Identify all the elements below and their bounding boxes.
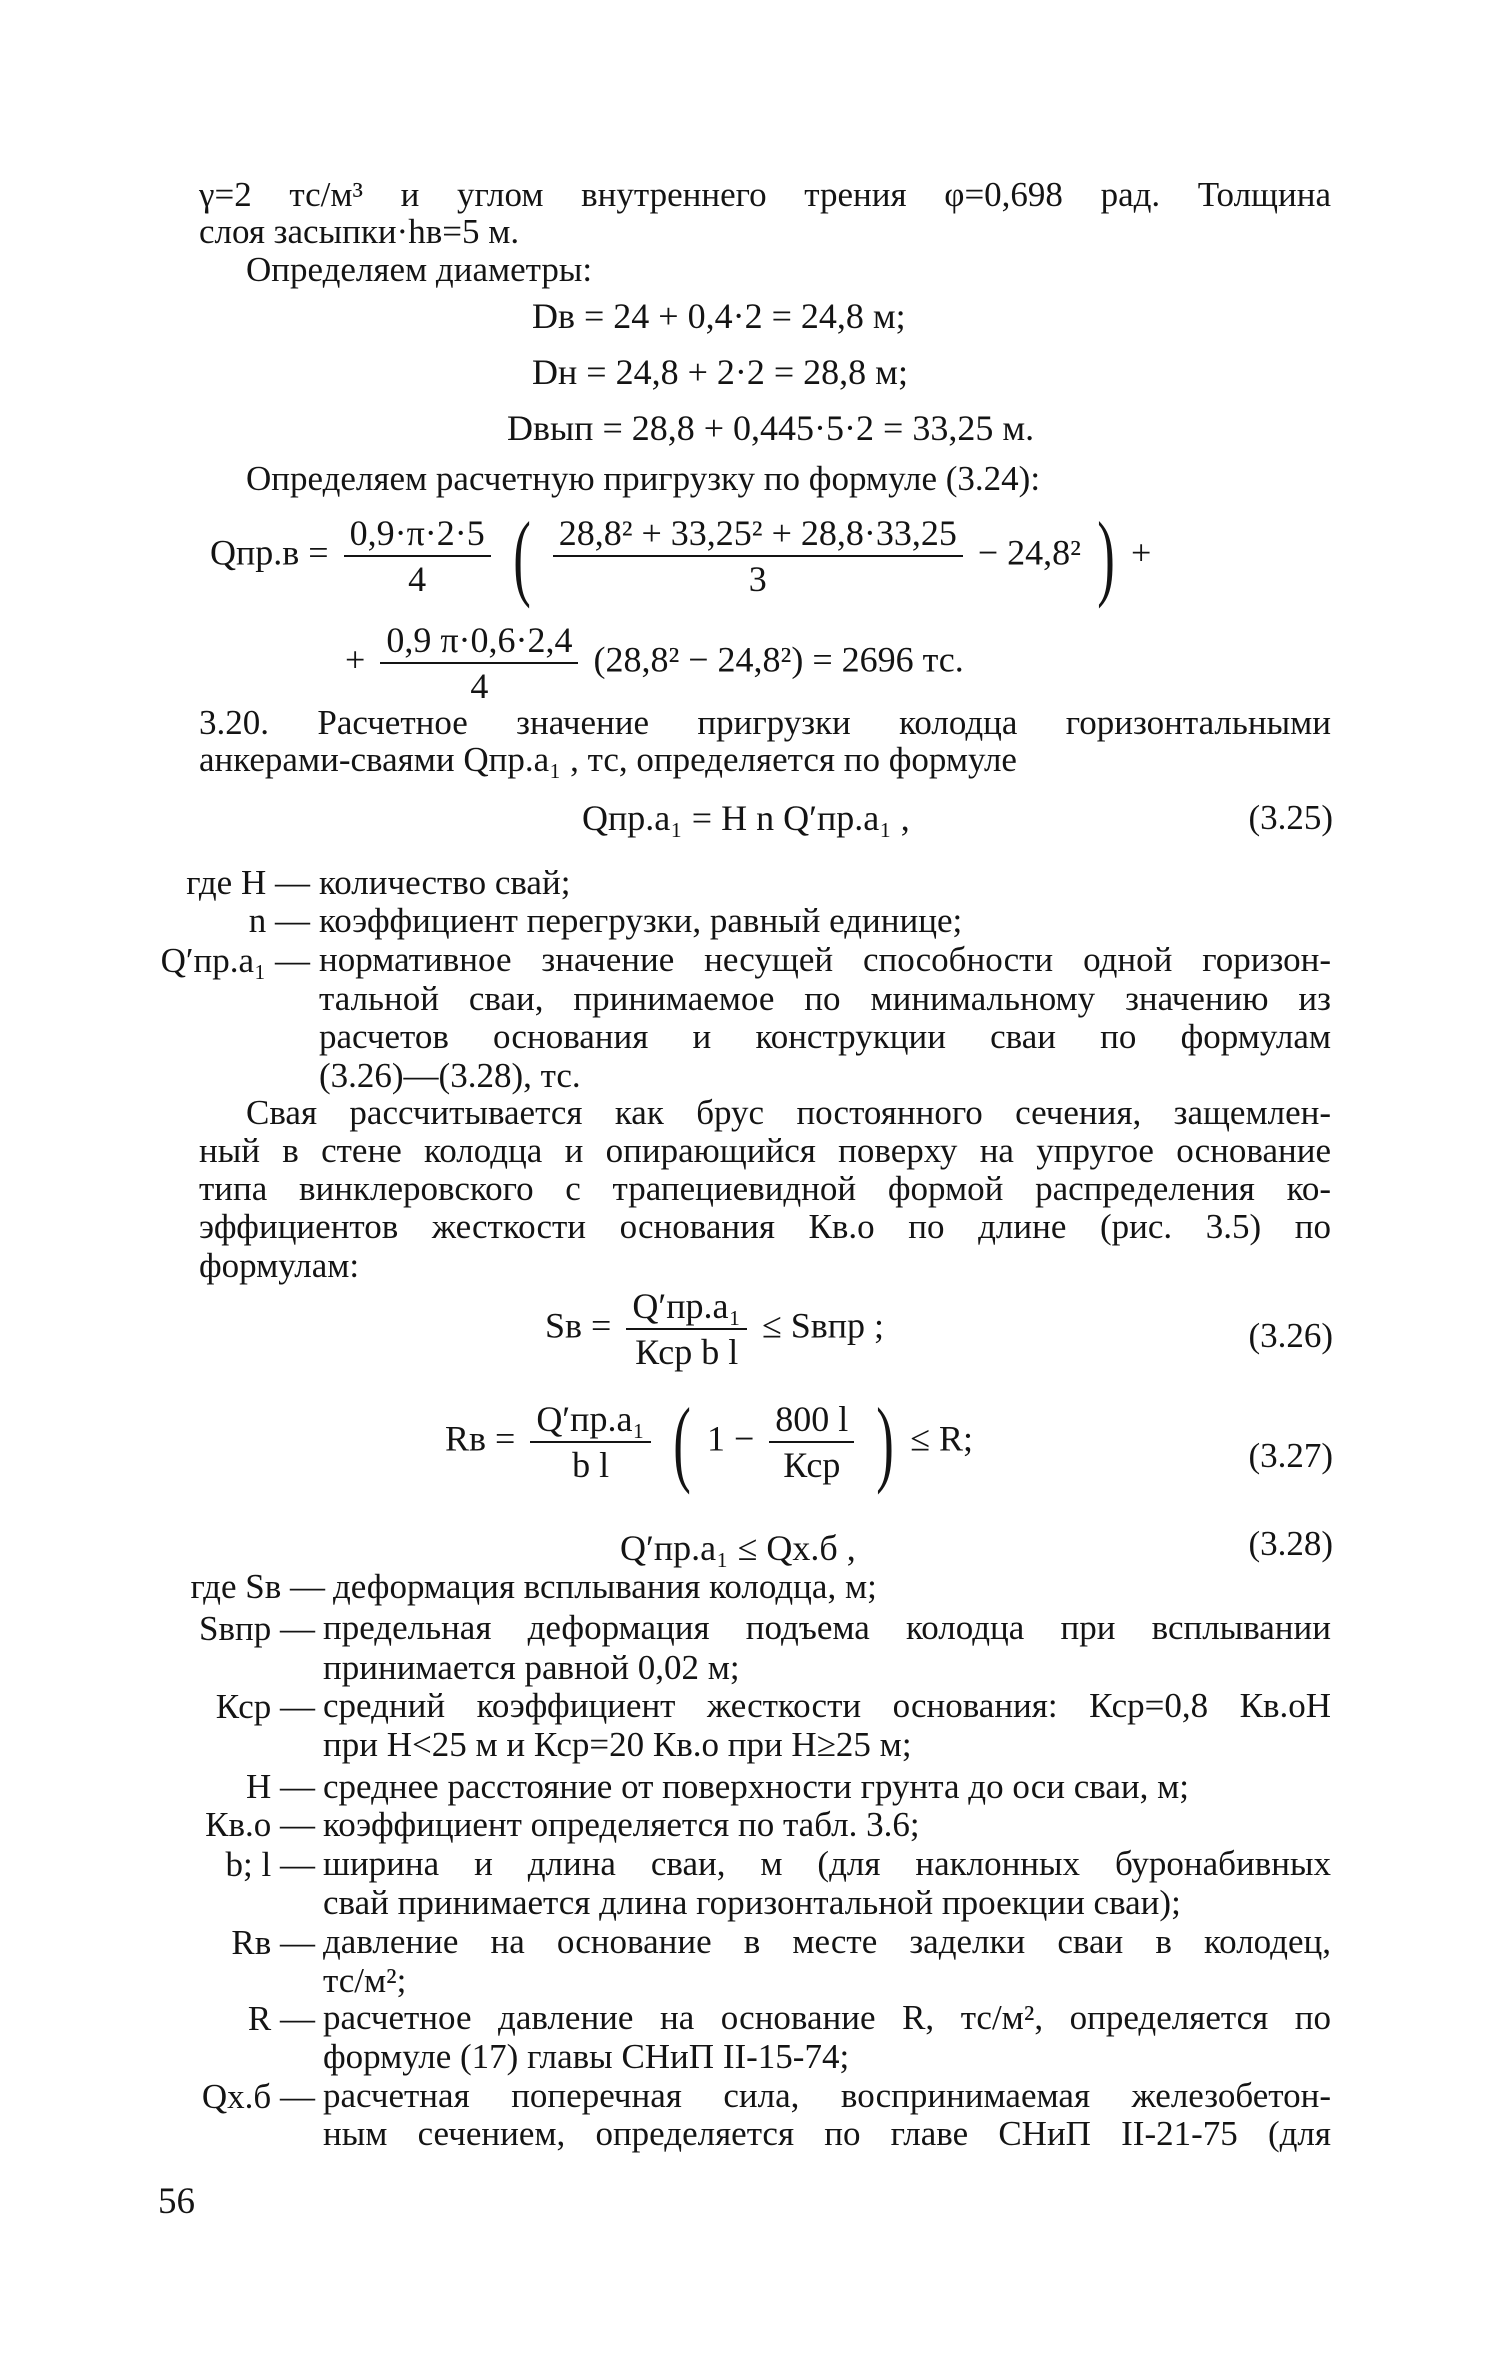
definition-text: нормативное значение несущей способности одной горизон- [319, 940, 1331, 979]
numerator: 0,9 π·0,6·2,4 [380, 620, 578, 664]
text-line: формулам: [199, 1246, 360, 1285]
equation-3-25: Qпр.а₁ = H n Q′пр.а₁ , [582, 798, 910, 838]
eq-lhs: Qпр.в = [210, 532, 329, 573]
equation-db: Dв = 24 + 0,4·2 = 24,8 м; [532, 296, 906, 336]
text-line: типа винклеровского с трапециевидной формой распределения ко- [199, 1169, 1331, 1208]
equation-3-26 [545, 1286, 884, 1396]
definition-text: ным сечением, определяется по главе СНиП II-21-75 (для [323, 2114, 1331, 2153]
eq-lhs: Rв = [445, 1418, 516, 1459]
numerator: Q′пр.а₁ [626, 1286, 747, 1330]
equation-3-24 [210, 502, 1152, 618]
definition-text: средний коэффициент жесткости основания: Кср=0,8 Кв.оH [323, 1686, 1331, 1725]
definition-text: давление на основание в месте заделки сваи в колодец, [323, 1922, 1331, 1961]
text-line: ный в стене колодца и опирающийся поверху на упругое основание [199, 1131, 1331, 1170]
equation-dn: Dн = 24,8 + 2·2 = 28,8 м; [532, 352, 908, 392]
numerator: Q′пр.а₁ [530, 1399, 651, 1443]
numerator: 0,9·π·2·5 [344, 513, 491, 557]
equation-number: (3.27) [1248, 1436, 1333, 1475]
definition-text: коэффициент перегрузки, равный единице; [319, 901, 963, 940]
equation-3-27 [445, 1388, 974, 1514]
definition-term: Sвпр — [199, 1609, 315, 1648]
definition-term: где Sв — [190, 1567, 325, 1606]
fraction [530, 1399, 651, 1485]
definition-term: Кв.о — [205, 1805, 315, 1844]
eq-lhs: Sв = [545, 1305, 612, 1346]
text-line: анкерами-сваями Qпр.а₁ , тс, определяется по формуле [199, 740, 1017, 779]
definition-term: H — [245, 1767, 315, 1806]
definition-term: Qх.б — [201, 2077, 315, 2116]
definition-text: формуле (17) главы СНиП II-15-74; [323, 2037, 850, 2076]
text-line: Определяем расчетную пригрузку по формуле (3.24): [246, 459, 1041, 498]
equation-3-24-cont [345, 620, 964, 710]
denominator: 4 [408, 559, 427, 599]
equation-number: (3.25) [1248, 798, 1333, 837]
definition-text: свай принимается длина горизонтальной проекции сваи); [323, 1883, 1181, 1922]
definition-text: тс/м²; [323, 1961, 407, 2000]
denominator: 3 [748, 559, 767, 599]
definition-text: предельная деформация подъема колодца при всплывании [323, 1608, 1331, 1647]
text-line: слоя засыпки·hв=5 м. [199, 212, 520, 251]
denominator: 4 [470, 666, 489, 706]
equation-dvyp: Dвып = 28,8 + 0,445·5·2 = 33,25 м. [507, 408, 1035, 448]
definition-term: Rв — [231, 1923, 315, 1962]
definition-text: деформация всплывания колодца, м; [333, 1567, 877, 1606]
definition-text: (3.26)—(3.28), тс. [319, 1056, 581, 1095]
eq-term: (28,8² − 24,8²) = 2696 тс. [593, 639, 964, 680]
text-line: γ=2 тс/м³ и углом внутреннего трения φ=0,698 рад. Толщина [199, 175, 1331, 214]
definition-text: расчетная поперечная сила, воспринимаемая железобетон- [323, 2076, 1331, 2115]
definition-text: коэффициент определяется по табл. 3.6; [323, 1805, 920, 1844]
eq-term: ≤ R; [910, 1418, 974, 1459]
definition-text: тальной сваи, принимаемое по минимальному значению из [319, 979, 1331, 1018]
definition-term: b; l — [225, 1845, 315, 1884]
fraction [344, 513, 491, 599]
denominator: b l [572, 1445, 610, 1485]
text-line: 3.20. Расчетное значение пригрузки колодца горизонтальными [199, 703, 1331, 742]
left-paren: ( [512, 502, 531, 609]
definition-term: Q′пр.а₁ — [160, 941, 310, 980]
definition-text: расчетов основания и конструкции сваи по формулам [319, 1017, 1331, 1056]
fraction [553, 513, 963, 599]
eq-term: 1 − [706, 1418, 755, 1459]
definition-term: R — [247, 1999, 315, 2038]
equation-number: (3.26) [1248, 1316, 1333, 1355]
fraction [626, 1286, 747, 1372]
text-line: Свая рассчитывается как брус постоянного сечения, защемлен- [246, 1093, 1331, 1132]
eq-operator: + [1130, 532, 1152, 573]
definition-text: расчетное давление на основание R, тс/м², определяется по [323, 1998, 1331, 2037]
definition-term: Кср — [215, 1687, 315, 1726]
equation-3-28: Q′пр.а₁ ≤ Qх.б , [620, 1528, 856, 1568]
right-paren: ) [876, 1388, 895, 1495]
denominator: Кср [783, 1445, 841, 1485]
numerator: 800 l [769, 1399, 854, 1443]
definition-text: при H<25 м и Кср=20 Кв.о при H≥25 м; [323, 1725, 912, 1764]
definition-text: ширина и длина сваи, м (для наклонных буронабивных [323, 1844, 1331, 1883]
right-paren: ) [1097, 502, 1115, 609]
eq-operator: + [345, 639, 366, 680]
eq-term: ≤ Sвпр ; [762, 1305, 885, 1346]
definition-term: где Н — [186, 863, 310, 902]
left-paren: ( [673, 1388, 691, 1495]
fraction [380, 620, 578, 706]
definition-text: количество свай; [319, 863, 571, 902]
eq-term: − 24,8² [977, 532, 1081, 573]
definition-text: среднее расстояние от поверхности грунта до оси сваи, м; [323, 1767, 1189, 1806]
equation-number: (3.28) [1248, 1524, 1333, 1563]
denominator: Кср b l [635, 1332, 739, 1372]
numerator: 28,8² + 33,25² + 28,8·33,25 [553, 513, 963, 557]
text-line: эффициентов жесткости основания Кв.о по длине (рис. 3.5) по [199, 1207, 1331, 1246]
definition-text: принимается равной 0,02 м; [323, 1648, 740, 1687]
page-number: 56 [158, 2181, 195, 2222]
text-line: Определяем диаметры: [246, 250, 593, 289]
definition-term: n — [248, 901, 310, 940]
fraction [769, 1399, 854, 1485]
